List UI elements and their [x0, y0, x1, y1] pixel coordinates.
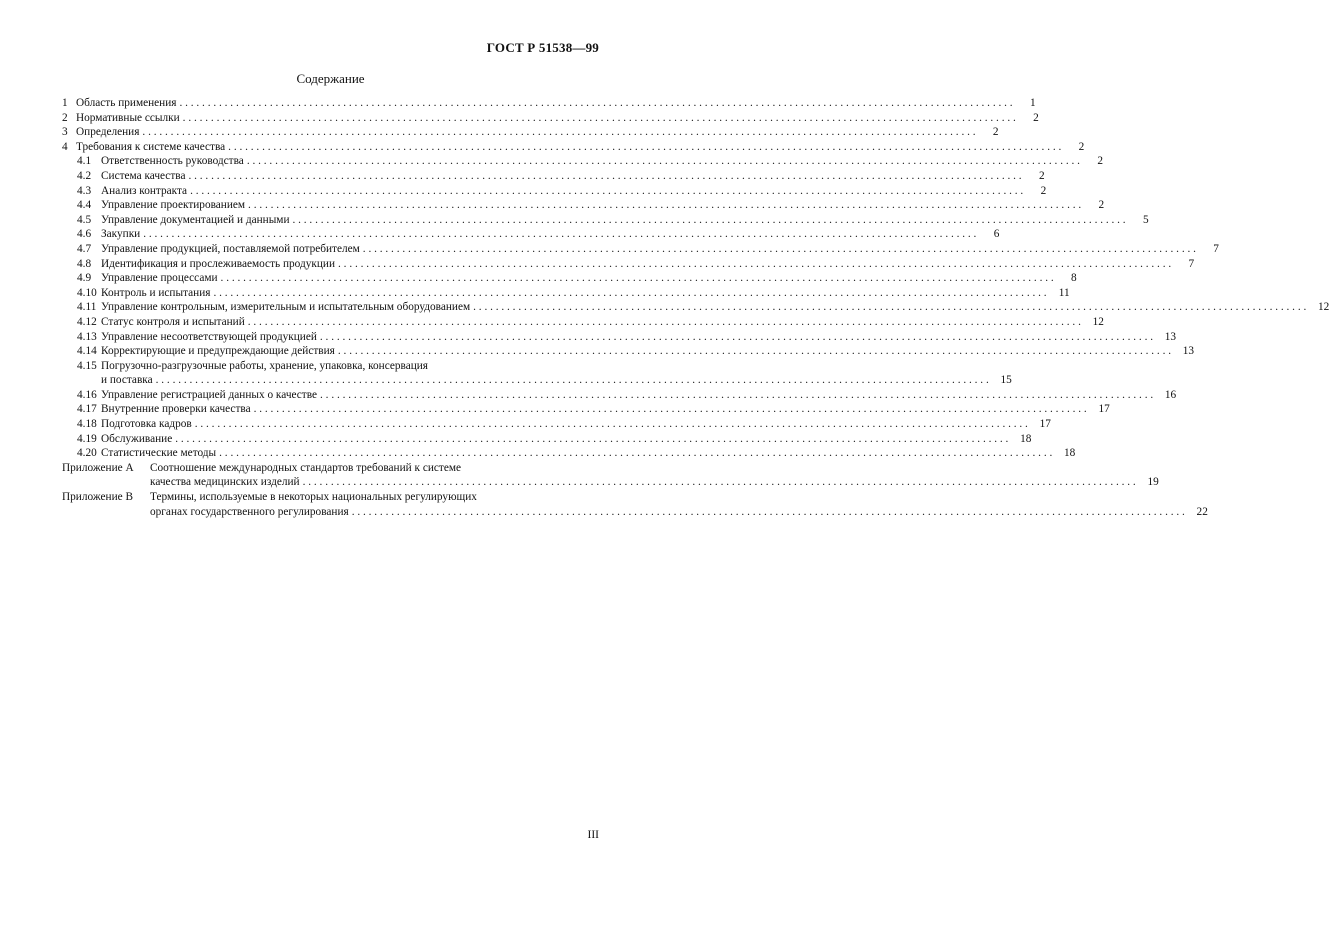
toc-subentry[interactable]: [62, 446, 1076, 461]
toc-entry-number: 4.11: [77, 301, 97, 314]
appendix-line: [150, 505, 1208, 520]
toc-entry-page: 2: [1097, 155, 1103, 168]
toc-entry-number: 4.6: [77, 228, 92, 241]
toc-entry-title: Ответственность руководства: [101, 155, 244, 168]
toc-entry-title: Область применения: [76, 97, 177, 109]
toc-entry-title-line1: Погрузочно-разгрузочные работы, хранение, упаковка, консервация: [101, 359, 428, 372]
toc-subentry[interactable]: [62, 169, 1045, 184]
appendix-title-line1: Термины, используемые в некоторых национальных регулирующих: [150, 491, 477, 504]
dot-leader: [320, 388, 1153, 403]
toc-entry-title: Закупки: [101, 228, 141, 241]
toc-entry-page: 12: [1318, 301, 1329, 314]
dot-leader: [213, 286, 1046, 301]
toc-entry-page: 22: [1196, 505, 1208, 518]
toc-entry-title: Управление процессами: [101, 272, 218, 285]
toc-subentry[interactable]: [62, 213, 1149, 228]
toc-entry-number: 4.9: [77, 272, 92, 285]
toc-entry-number: 4.19: [77, 432, 97, 445]
appendix-title-line2: органах государственного регулирования: [150, 505, 349, 518]
toc-subentry[interactable]: [62, 300, 1329, 315]
toc-subentry-continuation[interactable]: [62, 373, 1012, 388]
toc-subentry-multiline[interactable]: [62, 359, 598, 374]
dot-leader: [320, 330, 1153, 345]
toc-entry-number: 4.3: [77, 184, 92, 197]
dot-leader: [292, 213, 1125, 228]
toc-subentry[interactable]: [62, 242, 1219, 257]
toc-entry-page: 12: [1092, 315, 1104, 328]
toc-entry-title: Корректирующие и предупреждающие действия: [101, 345, 335, 358]
toc-entry-page: 15: [1000, 374, 1012, 387]
dot-leader: [254, 402, 1087, 417]
toc-entry-page: 16: [1164, 388, 1177, 401]
toc-subentry[interactable]: [62, 417, 1051, 432]
toc-entry-title: Управление несоответствующей продукцией: [101, 330, 317, 343]
toc-entry-number: 1: [62, 97, 68, 109]
toc-entry-number: 4.14: [77, 345, 97, 358]
toc-entry-page: 18: [1020, 432, 1032, 445]
dot-leader: [248, 198, 1081, 213]
toc-subentry[interactable]: [62, 271, 1077, 286]
toc-subentry[interactable]: [62, 402, 1110, 417]
toc-entry-title: Управление документацией и данными: [101, 213, 290, 226]
toc-subentry[interactable]: [62, 154, 1103, 169]
appendix-title-line1: Соотношение международных стандартов требований к системе: [150, 461, 462, 474]
toc-entry-title: Анализ контракта: [101, 184, 188, 197]
toc-entry-title: Статус контроля и испытаний: [101, 315, 245, 328]
toc-entry[interactable]: [62, 140, 1085, 155]
dot-leader: [142, 125, 975, 140]
toc-entry-number: 4.15: [77, 359, 97, 372]
appendix-body: [150, 461, 1159, 490]
toc-entry-page: 2: [1040, 184, 1047, 197]
table-of-contents: [62, 96, 1329, 519]
toc-entry-page: 2: [1038, 169, 1045, 182]
toc-appendix-entry[interactable]: [62, 461, 1159, 490]
dot-leader: [195, 417, 1028, 432]
dot-leader: [248, 315, 1081, 330]
dot-leader: [228, 140, 1061, 155]
toc-entry-title: Определения: [76, 126, 140, 139]
toc-entry-title: Идентификация и прослеживаемость продукции: [101, 257, 336, 270]
toc-entry-page: 2: [1033, 111, 1039, 124]
toc-entry-page: 7: [1213, 242, 1219, 255]
standard-code: ГОСТ Р 51538—99: [486, 40, 599, 55]
toc-entry-title: Управление контрольным, измерительным и испытательным оборудованием: [101, 301, 471, 314]
appendix-label: Приложение В: [62, 491, 133, 504]
dot-leader: [183, 111, 1016, 126]
toc-entry-number: 4.2: [77, 169, 92, 182]
toc-entry-number: 4.20: [77, 447, 97, 460]
toc-entry-page: 13: [1182, 345, 1195, 358]
toc-entry-number: 2: [62, 111, 68, 124]
toc-entry-number: 4.4: [77, 199, 92, 212]
page-number: III: [587, 829, 599, 841]
dot-leader: [179, 96, 1012, 111]
toc-entry-page: 2: [1078, 140, 1085, 153]
dot-leader: [247, 154, 1080, 169]
toc-entry-title-line2: и поставка: [101, 374, 153, 387]
dot-leader: [188, 169, 1021, 184]
appendix-label: Приложение А: [62, 461, 134, 474]
toc-entry-page: 13: [1164, 330, 1177, 343]
toc-subentry[interactable]: [62, 315, 1104, 330]
toc-entry-page: 19: [1147, 476, 1159, 489]
appendix-body: [150, 490, 1208, 519]
dot-leader: [363, 242, 1196, 257]
toc-entry-title: Управление регистрацией данных о качестве: [101, 388, 318, 401]
toc-entry-page: 2: [992, 126, 999, 139]
toc-entry-number: 4: [62, 140, 68, 153]
toc-entry-page: 6: [993, 228, 1000, 241]
toc-appendix-entry[interactable]: [62, 490, 1208, 519]
toc-subentry[interactable]: [62, 198, 1105, 213]
toc-entry-title: Статистические методы: [101, 447, 217, 460]
toc-entry-page: 17: [1098, 403, 1110, 416]
toc-entry-page: 17: [1039, 418, 1051, 431]
toc-entry-title: Управление продукцией, поставляемой потребителем: [101, 242, 360, 255]
toc-entry-number: 4.8: [77, 257, 92, 270]
toc-entry[interactable]: [62, 111, 1039, 126]
toc-entry-page: 2: [1098, 199, 1105, 212]
toc-entry-page: 18: [1064, 447, 1076, 460]
dot-leader: [175, 432, 1008, 447]
toc-entry-number: 4.12: [77, 315, 97, 328]
toc-subentry[interactable]: [62, 432, 1032, 447]
toc-entry-number: 4.5: [77, 213, 92, 226]
appendix-line: [150, 490, 1208, 505]
appendix-title-line2: качества медицинских изделий: [150, 476, 300, 489]
toc-entry-title: Контроль и испытания: [101, 286, 211, 299]
toc-entry[interactable]: [62, 96, 1036, 111]
appendix-line: [150, 475, 1159, 490]
dot-leader: [190, 184, 1023, 199]
toc-entry-page: 7: [1188, 257, 1195, 270]
toc-entry-title: Нормативные ссылки: [76, 111, 180, 124]
toc-entry-page: 11: [1058, 286, 1070, 299]
dot-leader: [303, 475, 1136, 490]
toc-entry-title: Требования к системе качества: [76, 140, 226, 153]
toc-entry-number: 4.7: [77, 242, 92, 255]
toc-subentry[interactable]: [62, 388, 1177, 403]
toc-entry-number: 4.17: [77, 403, 97, 416]
toc-subentry[interactable]: [62, 286, 1070, 301]
dot-leader: [338, 344, 1171, 359]
toc-entry-title: Система качества: [101, 169, 186, 182]
dot-leader: [338, 257, 1171, 272]
toc-entry-number: 3: [62, 126, 68, 139]
toc-entry-title: Подготовка кадров: [101, 418, 192, 431]
toc-entry-title: Управление проектированием: [101, 199, 246, 212]
dot-leader: [219, 446, 1052, 461]
dot-leader: [352, 505, 1185, 520]
toc-entry-title: Внутренние проверки качества: [101, 403, 251, 416]
toc-entry-number: 4.18: [77, 418, 97, 431]
toc-subentry[interactable]: [62, 330, 1177, 345]
toc-entry-number: 4.16: [77, 388, 97, 401]
toc-title: Содержание: [296, 71, 365, 86]
toc-subentry[interactable]: [62, 184, 1047, 199]
toc-entry-page: 8: [1071, 272, 1077, 285]
appendix-line: [150, 461, 1159, 476]
toc-entry-number: 4.13: [77, 330, 97, 343]
toc-entry[interactable]: [62, 125, 999, 140]
dot-leader: [473, 300, 1306, 315]
toc-entry-title: Обслуживание: [101, 432, 173, 445]
toc-entry-number: 4.10: [77, 286, 97, 299]
toc-subentry[interactable]: [62, 257, 1195, 272]
toc-subentry[interactable]: [62, 227, 1000, 242]
toc-subentry[interactable]: [62, 344, 1195, 359]
dot-leader: [221, 271, 1054, 286]
dot-leader: [143, 227, 976, 242]
dot-leader: [156, 373, 989, 388]
toc-entry-page: 5: [1142, 213, 1149, 226]
toc-entry-number: 4.1: [77, 155, 92, 168]
toc-entry-page: 1: [1029, 97, 1036, 109]
